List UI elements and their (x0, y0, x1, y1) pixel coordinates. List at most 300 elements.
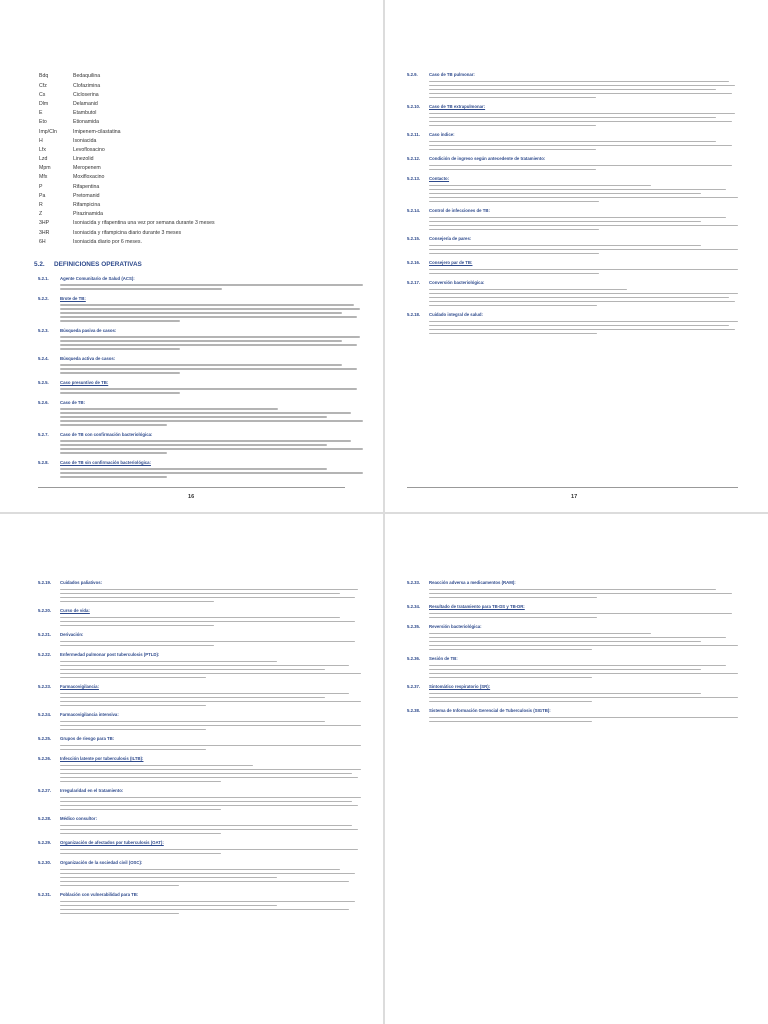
definition-term: Farmacovigilancia: (60, 684, 99, 689)
text-line (60, 873, 355, 875)
definition-item (38, 296, 363, 322)
text-line (60, 336, 360, 338)
text-line (429, 589, 716, 591)
definition-item (38, 840, 361, 854)
definition-text (429, 633, 738, 651)
definition-number: 5.2.34. (407, 604, 421, 609)
text-line (60, 288, 222, 290)
abbreviation-meaning: Bedaquilina (73, 73, 101, 80)
definition-number: 5.2.25. (38, 736, 52, 741)
definition-term: Curso de vida: (60, 608, 90, 613)
definition-number: 5.2.36. (407, 656, 421, 661)
definition-number: 5.2.23. (38, 684, 52, 689)
definition-number: 5.2.11. (407, 132, 420, 137)
definition-text (60, 849, 361, 855)
definition-text (429, 113, 738, 127)
abbreviation-code: Mpm (39, 165, 51, 172)
text-line (429, 89, 716, 91)
text-line (60, 825, 352, 827)
definition-text (429, 289, 738, 307)
abbreviation-row (38, 191, 215, 200)
text-line (429, 165, 732, 167)
definition-text (429, 269, 738, 275)
definition-item (38, 632, 361, 646)
definition-text (60, 336, 363, 350)
abbreviation-code: 6H (39, 238, 46, 245)
abbreviation-row (38, 228, 215, 237)
text-line (60, 729, 206, 731)
text-line (60, 869, 340, 871)
definition-text (60, 617, 361, 627)
definition-term: Sistema de Información Gerencial de Tuberculosis (SIGTB): (429, 708, 551, 713)
definition-item (407, 624, 738, 650)
text-line (429, 121, 732, 123)
definition-text (60, 765, 361, 783)
definition-number: 5.2.1. (38, 275, 49, 281)
text-line (60, 308, 360, 310)
text-line (429, 253, 599, 255)
definition-term: Organización de la sociedad civil (OSC): (60, 860, 143, 865)
document-page (0, 514, 383, 1024)
abbreviation-code: R (39, 202, 43, 209)
definition-term: Médico consultor: (60, 816, 98, 821)
abbreviation-meaning: Rifampicina (73, 202, 101, 209)
section-title: DEFINICIONES OPERATIVAS (54, 260, 142, 268)
text-line (429, 669, 701, 671)
definition-term: Control de infecciones de TB: (429, 208, 490, 213)
page-body (38, 580, 361, 984)
document-page (385, 514, 768, 1024)
footer-rule (38, 487, 345, 488)
text-line (429, 301, 735, 303)
abbreviation-meaning: Etambutol (73, 110, 97, 117)
text-line (429, 701, 592, 703)
text-line (60, 853, 221, 855)
definition-term: Cuidados paliativos: (60, 580, 103, 585)
definition-text (60, 364, 363, 374)
abbreviation-code: Lzd (39, 156, 48, 163)
text-line (429, 665, 726, 667)
abbreviation-row (38, 210, 215, 219)
abbreviation-meaning: Delamanid (73, 100, 98, 107)
definition-term: Derivación: (60, 632, 84, 637)
document-page (385, 0, 768, 512)
text-line (60, 701, 361, 703)
text-line (60, 440, 351, 442)
definition-term: Consejería de pares: (429, 236, 472, 241)
text-line (60, 665, 349, 667)
abbreviation-meaning: Clofazimina (73, 82, 101, 89)
page-body (407, 72, 738, 472)
definition-number: 5.2.3. (38, 327, 49, 333)
definition-term: Enfermedad pulmonar post tuberculosis (PTLD): (60, 652, 160, 657)
text-line (429, 117, 716, 119)
definitions-list (38, 580, 361, 914)
definition-item (38, 608, 361, 626)
text-line (429, 225, 738, 227)
text-line (60, 320, 180, 322)
definition-term: Búsqueda activa de casos: (60, 355, 116, 361)
definition-number: 5.2.33. (407, 580, 421, 585)
definitions-list (38, 276, 363, 478)
definition-number: 5.2.10. (407, 104, 421, 109)
definition-item (38, 356, 363, 374)
text-line (429, 321, 738, 323)
definition-text (429, 141, 738, 151)
text-line (429, 325, 729, 327)
definition-item (38, 860, 361, 886)
definition-number: 5.2.4. (38, 355, 49, 361)
definition-term: Infección latente por tuberculosis (ILTB): (60, 756, 144, 761)
abbreviation-meaning: Levofloxacino (73, 146, 105, 153)
definition-item (407, 156, 738, 170)
abbreviation-code: E (39, 110, 43, 117)
text-line (60, 829, 358, 831)
definition-term: Caso de TB con confirmación bacteriológica: (60, 431, 153, 437)
definition-number: 5.2.7. (38, 431, 49, 437)
text-line (60, 661, 277, 663)
definition-term: Caso presuntivo de TB: (60, 379, 109, 385)
abbreviation-code: Pa (39, 192, 46, 199)
text-line (429, 673, 738, 675)
text-line (60, 773, 352, 775)
definition-term: Farmacovigilancia intensiva: (60, 712, 119, 717)
text-line (429, 593, 732, 595)
text-line (429, 221, 701, 223)
text-line (429, 693, 701, 695)
text-line (60, 765, 253, 767)
text-line (60, 781, 221, 783)
definitions-list (407, 580, 738, 722)
definition-number: 5.2.22. (38, 652, 52, 657)
definition-number: 5.2.35. (407, 624, 421, 629)
text-line (60, 348, 180, 350)
definition-number: 5.2.17. (407, 280, 421, 285)
text-line (60, 913, 179, 915)
text-line (60, 849, 358, 851)
abbreviation-meaning: Pretomanid (73, 192, 100, 199)
definition-text (60, 693, 361, 707)
text-line (429, 217, 726, 219)
definition-item (407, 176, 738, 202)
definition-item (407, 260, 738, 274)
definition-item (38, 460, 363, 478)
text-line (60, 745, 361, 747)
text-line (429, 273, 599, 275)
abbreviation-code: P (39, 183, 43, 190)
definition-number: 5.2.15. (407, 236, 421, 241)
definition-number: 5.2.12. (407, 156, 421, 161)
definition-item (407, 236, 738, 254)
abbreviation-row (38, 146, 215, 155)
definition-text (429, 665, 738, 679)
definition-text (429, 81, 738, 99)
definition-text (60, 797, 361, 811)
page-body (34, 72, 363, 472)
abbreviation-meaning: Linezolid (73, 156, 94, 163)
section-number: 5.2. (34, 260, 45, 268)
text-line (429, 269, 738, 271)
text-line (429, 305, 597, 307)
definition-item (38, 400, 363, 426)
abbreviation-row (38, 237, 215, 246)
text-line (429, 249, 738, 251)
definition-number: 5.2.18. (407, 312, 421, 317)
definition-item (38, 816, 361, 834)
definition-number: 5.2.5. (38, 379, 49, 385)
definition-term: Caso índice: (429, 132, 455, 137)
text-line (429, 185, 651, 187)
abbreviation-meaning: Meropenem (73, 165, 101, 172)
page-number: 16 (188, 494, 195, 500)
abbreviation-code: Mfx (39, 174, 48, 181)
definition-term: Grupos de riesgo para TB: (60, 736, 115, 741)
text-line (429, 201, 599, 203)
abbreviation-code: Cs (39, 91, 46, 98)
text-line (60, 412, 351, 414)
definition-item (407, 72, 738, 98)
definition-text (429, 717, 738, 723)
abbreviation-code: H (39, 137, 43, 144)
abbreviation-row (38, 155, 215, 164)
definition-text (60, 388, 363, 394)
definition-number: 5.2.30. (38, 860, 52, 865)
section-heading (34, 261, 363, 268)
definition-term: Condición de ingreso según antecedente de tratamiento: (429, 156, 546, 161)
text-line (60, 901, 355, 903)
abbreviation-row (38, 201, 215, 210)
text-line (429, 97, 596, 99)
text-line (60, 340, 342, 342)
definition-text (429, 613, 738, 619)
definition-term: Sesión de TB: (429, 656, 458, 661)
text-line (60, 312, 342, 314)
definition-item (407, 132, 738, 150)
abbreviation-meaning: Rifapentina (73, 183, 100, 190)
text-line (60, 697, 325, 699)
abbreviation-meaning: Moxifloxacino (73, 174, 105, 181)
text-line (60, 392, 180, 394)
text-line (429, 649, 592, 651)
text-line (60, 420, 363, 422)
text-line (60, 669, 325, 671)
definition-text (60, 869, 361, 887)
definition-number: 5.2.13. (407, 176, 421, 181)
definition-text (429, 185, 738, 203)
text-line (60, 801, 352, 803)
definitions-list (407, 72, 738, 334)
definition-term: Caso de TB pulmonar: (429, 72, 475, 77)
text-line (60, 905, 277, 907)
text-line (429, 721, 592, 723)
abbreviation-code: Dlm (39, 100, 49, 107)
definition-text (60, 721, 361, 731)
abbreviation-row (38, 136, 215, 145)
text-line (60, 416, 327, 418)
text-line (429, 289, 627, 291)
definition-number: 5.2.16. (407, 260, 421, 265)
definition-item (407, 684, 738, 702)
text-line (429, 229, 599, 231)
text-line (429, 197, 738, 199)
abbreviation-table (38, 72, 215, 247)
text-line (60, 909, 349, 911)
abbreviation-row (38, 173, 215, 182)
text-line (429, 81, 729, 83)
text-line (60, 641, 355, 643)
abbreviation-code: Z (39, 211, 43, 218)
text-line (60, 448, 363, 450)
text-line (60, 673, 361, 675)
definition-term: Contacto: (429, 176, 450, 181)
definition-item (38, 580, 361, 602)
definition-text (429, 693, 738, 703)
definition-text (429, 589, 738, 599)
text-line (60, 877, 277, 879)
text-line (60, 833, 221, 835)
text-line (60, 476, 167, 478)
definition-text (60, 641, 361, 647)
text-line (60, 645, 214, 647)
definition-text (60, 304, 363, 322)
abbreviation-row (38, 118, 215, 127)
abbreviation-meaning: Isoniacida (73, 137, 97, 144)
abbreviation-row (38, 182, 215, 191)
text-line (60, 593, 340, 595)
definition-item (38, 736, 361, 750)
text-line (60, 805, 358, 807)
footer-rule (407, 487, 738, 488)
text-line (429, 245, 701, 247)
definition-item (407, 604, 738, 618)
definition-number: 5.2.6. (38, 399, 49, 405)
text-line (429, 677, 592, 679)
text-line (60, 284, 363, 286)
definition-text (60, 661, 361, 679)
text-line (429, 93, 732, 95)
abbreviation-meaning: Pirazinamida (73, 211, 103, 218)
text-line (429, 297, 729, 299)
abbreviation-code: Eto (39, 119, 47, 126)
definition-term: Búsqueda pasiva de casos: (60, 327, 117, 333)
definition-number: 5.2.14. (407, 208, 421, 213)
definition-text (60, 825, 361, 835)
text-line (429, 617, 597, 619)
text-line (60, 388, 357, 390)
definition-number: 5.2.31. (38, 892, 52, 897)
abbreviation-row (38, 81, 215, 90)
text-line (429, 613, 732, 615)
definition-item (407, 708, 738, 722)
definition-number: 5.2.27. (38, 788, 52, 793)
text-line (60, 885, 179, 887)
abbreviation-meaning: Cicloserina (73, 91, 99, 98)
text-line (60, 424, 167, 426)
definition-text (60, 745, 361, 751)
text-line (429, 169, 596, 171)
text-line (60, 777, 358, 779)
page-body (407, 580, 738, 984)
text-line (60, 617, 340, 619)
definition-number: 5.2.24. (38, 712, 52, 717)
definition-text (429, 245, 738, 255)
definition-item (38, 712, 361, 730)
text-line (429, 645, 738, 647)
text-line (60, 408, 278, 410)
definition-item (407, 312, 738, 334)
abbreviation-code: Bdq (39, 73, 49, 80)
text-line (429, 717, 738, 719)
text-line (429, 193, 701, 195)
definition-term: Conversión bacteriológica: (429, 280, 485, 285)
text-line (60, 725, 361, 727)
definition-text (60, 440, 363, 454)
abbreviation-meaning: Etionamida (73, 119, 99, 126)
abbreviation-row (38, 219, 215, 228)
definition-item (38, 380, 363, 394)
text-line (429, 141, 716, 143)
definition-term: Caso de TB extrapulmonar: (429, 104, 486, 109)
text-line (60, 705, 206, 707)
text-line (60, 693, 349, 695)
definition-term: Agente Comunitario de Salud (ACS): (60, 275, 135, 281)
definition-term: Sintomático respiratorio (SR): (429, 684, 491, 689)
definition-item (38, 892, 361, 914)
text-line (429, 293, 738, 295)
text-line (429, 85, 735, 87)
text-line (429, 113, 735, 115)
definition-term: Reversión bacteriológica: (429, 624, 482, 629)
definition-term: Cuidado integral de salud: (429, 312, 483, 317)
text-line (429, 149, 596, 151)
text-line (60, 749, 206, 751)
abbreviation-row (38, 109, 215, 118)
definition-number: 5.2.19. (38, 580, 52, 585)
definition-text (60, 901, 361, 915)
definition-text (429, 217, 738, 231)
definition-term: Caso de TB sin confirmación bacteriológica: (60, 459, 151, 465)
definition-number: 5.2.2. (38, 295, 49, 301)
definition-number: 5.2.38. (407, 708, 421, 713)
text-line (60, 797, 361, 799)
definition-item (407, 580, 738, 598)
abbreviation-row (38, 72, 215, 81)
definition-item (38, 684, 361, 706)
abbreviation-row (38, 127, 215, 136)
definition-item (407, 656, 738, 678)
definition-item (407, 280, 738, 306)
definition-term: Caso de TB: (60, 399, 86, 405)
text-line (60, 444, 327, 446)
text-line (60, 589, 358, 591)
definition-item (407, 104, 738, 126)
text-line (60, 597, 355, 599)
definition-number: 5.2.21. (38, 632, 52, 637)
text-line (60, 372, 180, 374)
definition-term: Organización de afectados por tuberculosis (OAT): (60, 840, 164, 845)
text-line (429, 333, 597, 335)
definition-number: 5.2.26. (38, 756, 52, 761)
abbreviation-code: 3HR (39, 229, 50, 236)
text-line (60, 316, 357, 318)
definition-text (60, 408, 363, 426)
definition-text (429, 321, 738, 335)
text-line (60, 452, 167, 454)
text-line (429, 641, 701, 643)
abbreviation-code: Lfx (39, 146, 46, 153)
text-line (60, 621, 355, 623)
text-line (429, 125, 596, 127)
